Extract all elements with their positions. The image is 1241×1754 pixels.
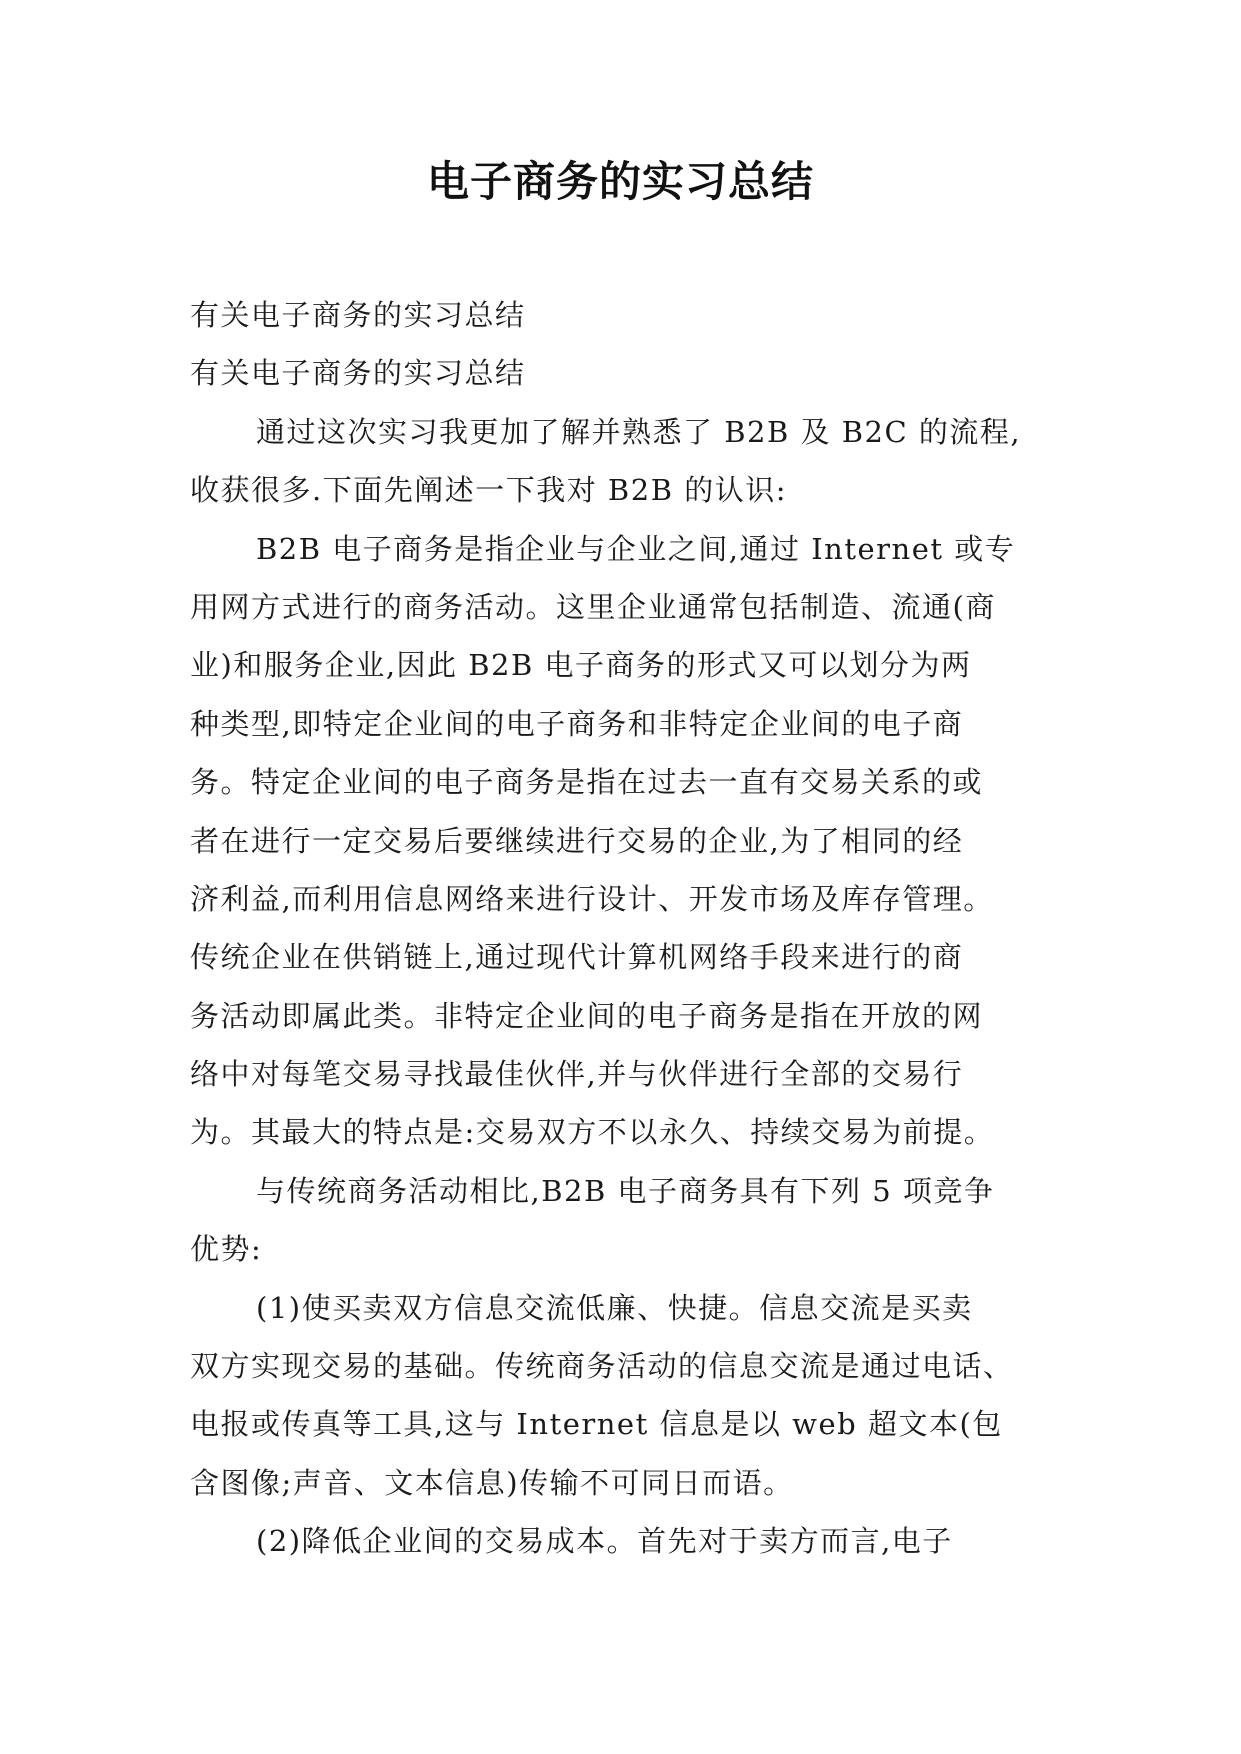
text-line: 电报或传真等工具,这与 Internet 信息是以 web 超文本(包 (190, 1407, 1003, 1442)
document-title: 电子商务的实习总结 (426, 157, 814, 206)
text-line: 有关电子商务的实习总结 (190, 356, 526, 391)
paragraph-first-line: 与传统商务活动相比,B2B 电子商务具有下列 5 项竞争 (256, 1173, 995, 1208)
paragraph-first-line: 通过这次实习我更加了解并熟悉了 B2B 及 B2C 的流程, (256, 414, 1022, 449)
text-line: 务活动即属此类。非特定企业间的电子商务是指在开放的网 (190, 998, 984, 1033)
text-line: 种类型,即特定企业间的电子商务和非特定企业间的电子商 (190, 706, 964, 741)
text-line: 含图像;声音、文本信息)传输不可同日而语。 (190, 1465, 794, 1500)
paragraph-first-line: (1)使买卖双方信息交流低廉、快捷。信息交流是买卖 (256, 1290, 973, 1325)
text-line: 络中对每笔交易寻找最佳伙伴,并与伙伴进行全部的交易行 (190, 1057, 964, 1092)
text-line: 收获很多.下面先阐述一下我对 B2B 的认识: (190, 473, 787, 508)
text-line: 有关电子商务的实习总结 (190, 298, 526, 332)
text-line: 双方实现交易的基础。传统商务活动的信息交流是通过电话、 (190, 1349, 1014, 1384)
text-line: 优势: (190, 1232, 263, 1267)
text-line: 为。其最大的特点是:交易双方不以永久、持续交易为前提。 (190, 1115, 995, 1150)
document-body (190, 286, 1050, 1571)
text-line: 传统企业在供销链上,通过现代计算机网络手段来进行的商 (190, 940, 964, 975)
text-line: 者在进行一定交易后要继续进行交易的企业,为了相同的经 (190, 823, 964, 858)
text-line: 用网方式进行的商务活动。这里企业通常包括制造、流通(商 (190, 589, 996, 624)
text-line: 务。特定企业间的电子商务是指在过去一直有交易关系的或 (190, 765, 984, 800)
text-line: 济利益,而利用信息网络来进行设计、开发市场及库存管理。 (190, 881, 994, 916)
paragraph-first-line: B2B 电子商务是指企业与企业之间,通过 Internet 或专 (256, 531, 1016, 566)
paragraph-first-line: (2)降低企业间的交易成本。首先对于卖方而言,电子 (256, 1524, 953, 1559)
text-line: 业)和服务企业,因此 B2B 电子商务的形式又可以划分为两 (190, 648, 972, 683)
